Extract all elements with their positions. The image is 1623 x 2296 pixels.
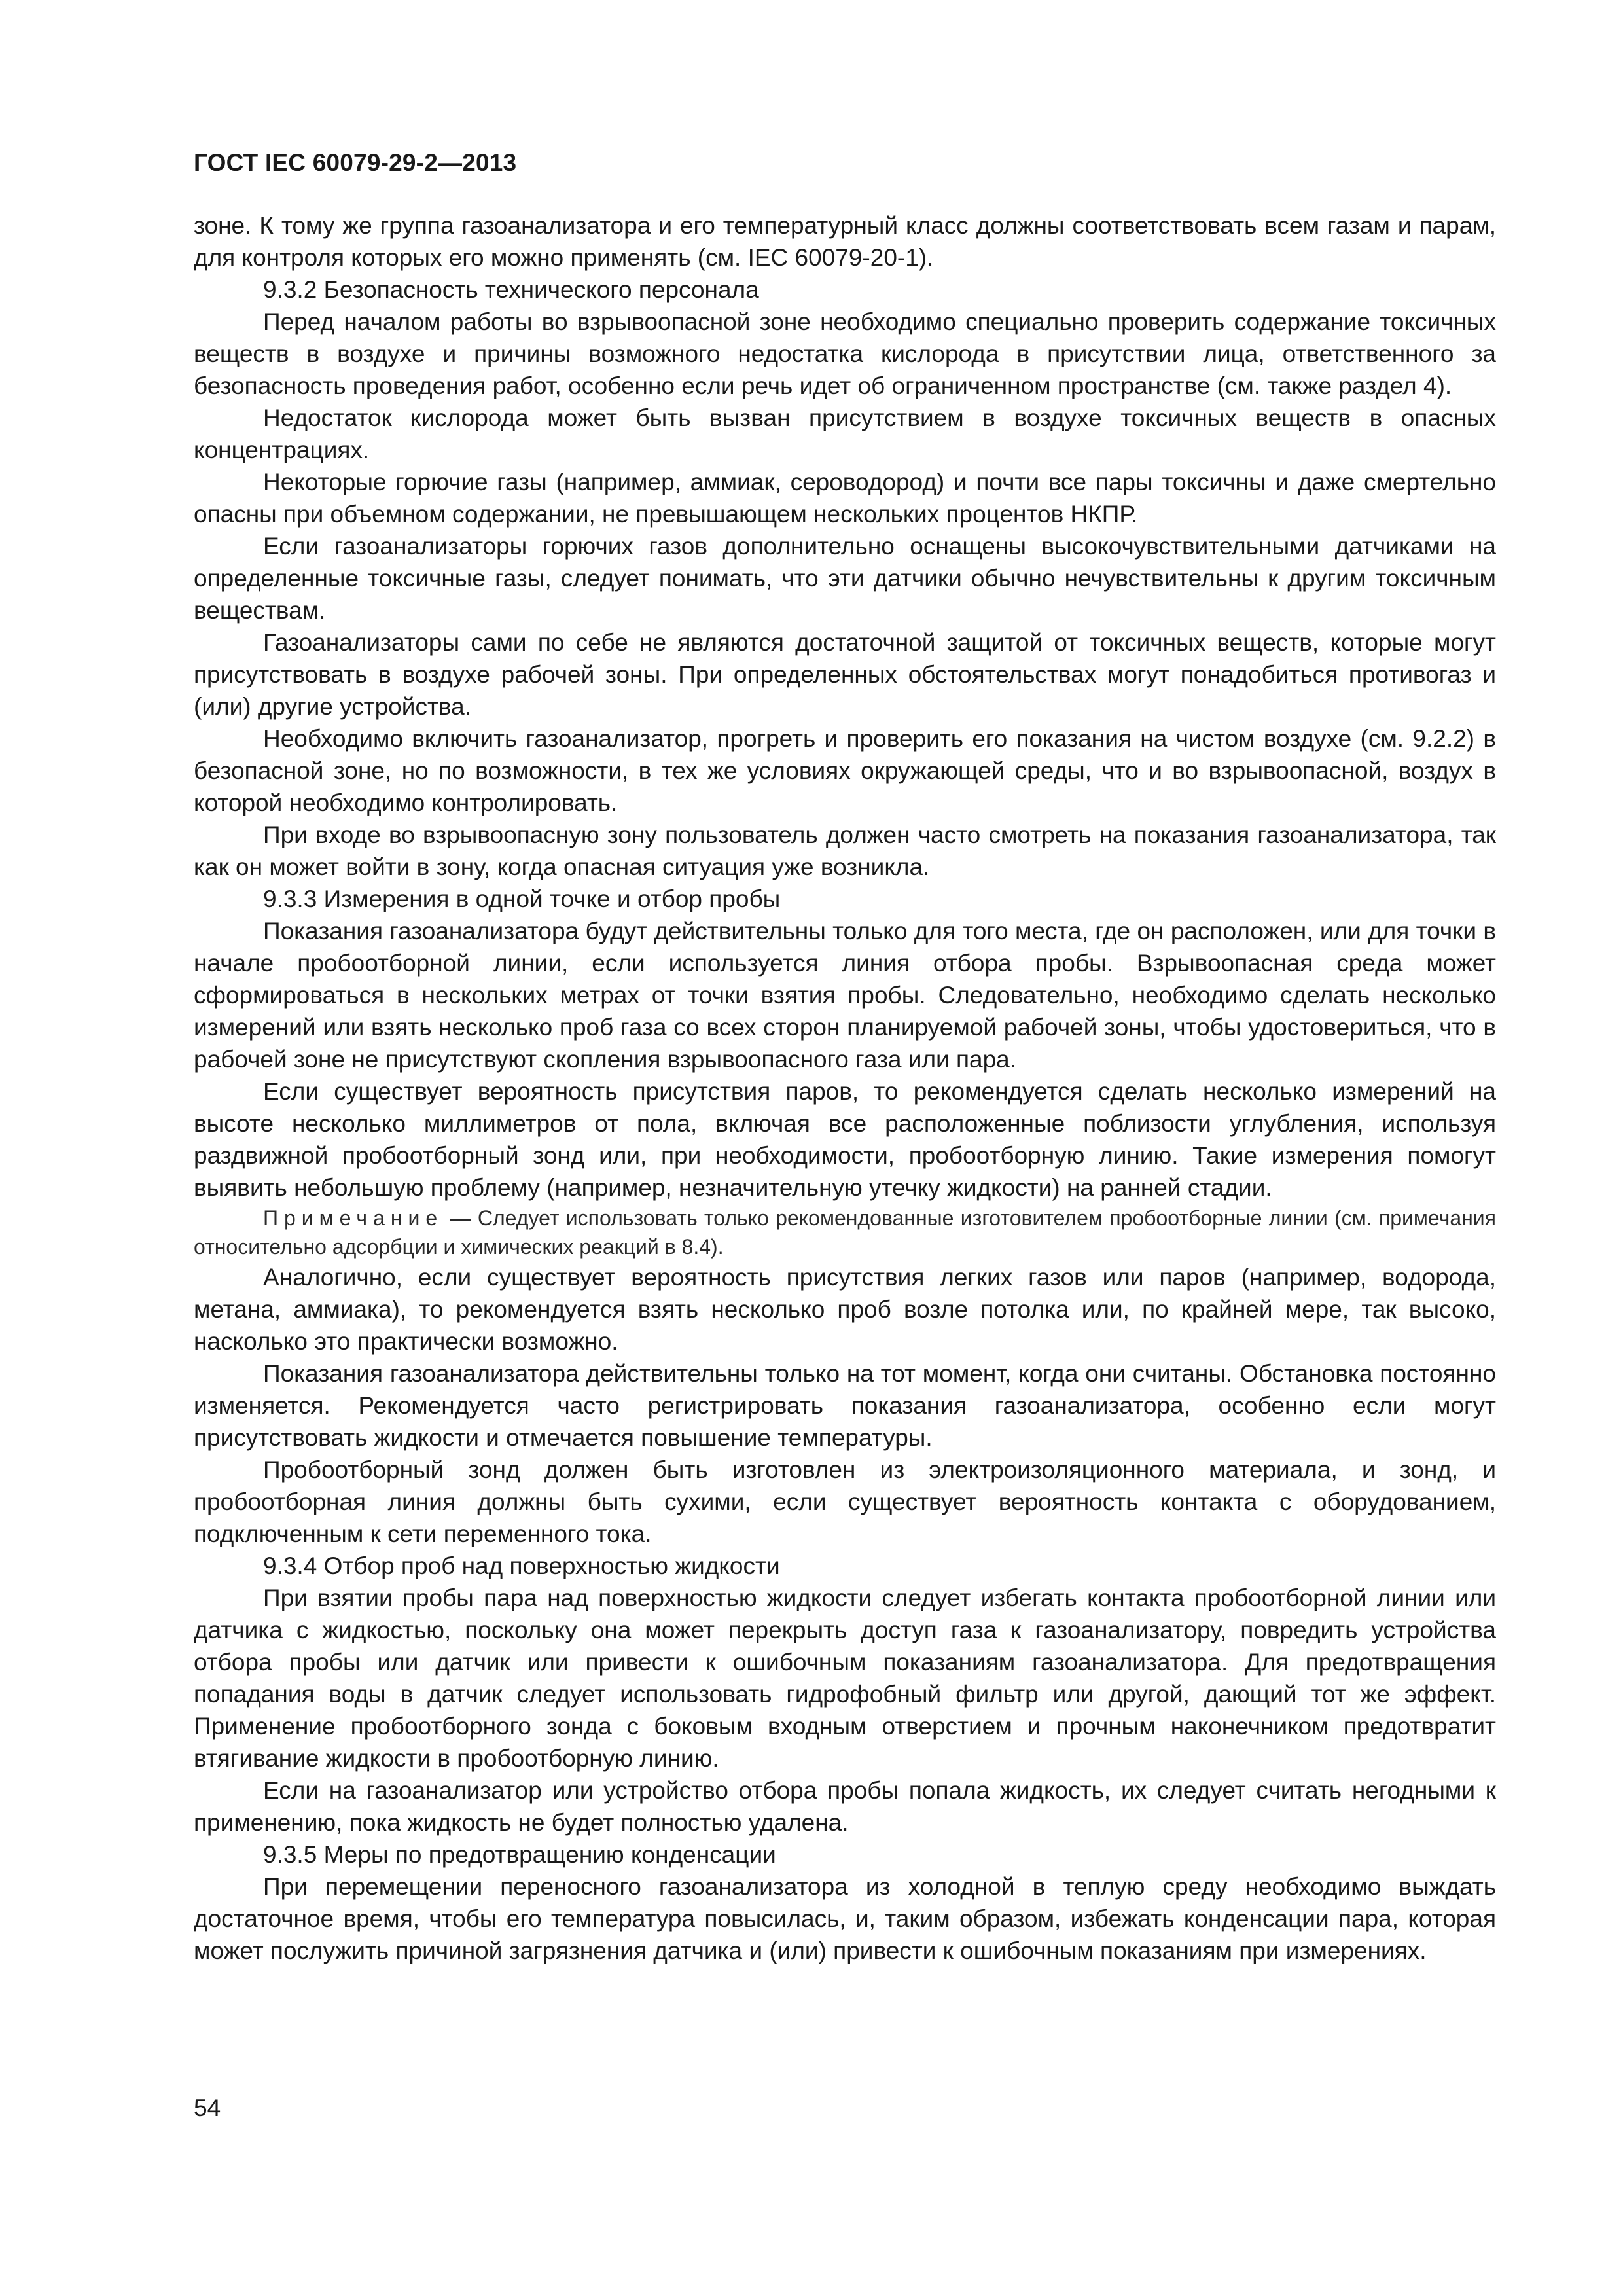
paragraph: Пробоотборный зонд должен быть изготовлен из электроизоляционного материала, и зонд, и пробоотборная линия должны быть сухими, если существует вероятность контакта с оборудованием, подключенным к сети переменного тока. bbox=[194, 1456, 1496, 1547]
standard-header: ГОСТ IEC 60079-29-2—2013 bbox=[194, 149, 517, 176]
paragraph: Если на газоанализатор или устройство отбора пробы попала жидкость, их следует считать негодными к применению, пока жидкость не будет полностью удалена. bbox=[194, 1777, 1496, 1836]
body-text bbox=[194, 209, 1496, 1967]
paragraph: Перед началом работы во взрывоопасной зоне необходимо специально проверить содержание токсичных веществ в воздухе и причины возможного недостатка кислорода в присутствии лица, ответственного за безопасность проведения работ, особенно если речь идет об ограниченном пространстве (см. также раздел 4). bbox=[194, 308, 1496, 399]
paragraph: Аналогично, если существует вероятность присутствия легких газов или паров (например, водорода, метана, аммиака), то рекомендуется взять несколько проб возле потолка или, по крайней мере, так высоко, насколько это практически возможно. bbox=[194, 1264, 1496, 1355]
note-label: Примечание bbox=[263, 1206, 444, 1230]
paragraph: Показания газоанализатора действительны только на тот момент, когда они считаны. Обстановка постоянно изменяется. Рекомендуется часто регистрировать показания газоанализатора, особенно если могут присутствовать жидкости и отмечается повышение температуры. bbox=[194, 1360, 1496, 1451]
note bbox=[194, 1204, 1496, 1261]
paragraph: Газоанализаторы сами по себе не являются достаточной защитой от токсичных веществ, которые могут присутствовать в воздухе рабочей зоны. При определенных обстоятельствах могут понадобиться противогаз и (или) другие устройства. bbox=[194, 629, 1496, 720]
section-heading-9-3-2: 9.3.2 Безопасность технического персонала bbox=[263, 276, 759, 303]
paragraph: При взятии пробы пара над поверхностью жидкости следует избегать контакта пробоотборной линии или датчика с жидкостью, поскольку она может перекрыть доступ газа к газоанализатору, повредить устройства отбора пробы или датчик или привести к ошибочным показаниям газоанализатора. Для предотвращения попадания воды в датчик следует использовать гидрофобный фильтр или другой, дающий тот же эффект. Применение пробоотборного зонда с боковым входным отверстием и прочным наконечником предотвратит втягивание жидкости в пробоотборную линию. bbox=[194, 1585, 1496, 1772]
note-text: — Следует использовать только рекомендованные изготовителем пробоотборные линии (см. примечания относительно адсорбции и химических реакций в 8.4). bbox=[194, 1206, 1496, 1259]
page-number: 54 bbox=[194, 2094, 221, 2121]
paragraph: зоне. К тому же группа газоанализатора и его температурный класс должны соответствовать всем газам и парам, для контроля которых его можно применять (см. IEC 60079-20-1). bbox=[194, 212, 1496, 271]
paragraph: Некоторые горючие газы (например, аммиак, сероводород) и почти все пары токсичны и даже смертельно опасны при объемном содержании, не превышающем нескольких процентов НКПР. bbox=[194, 469, 1496, 528]
paragraph: При перемещении переносного газоанализатора из холодной в теплую среду необходимо выждать достаточное время, чтобы его температура повысилась, и, таким образом, избежать конденсации пара, которая может послужить причиной загрязнения датчика и (или) привести к ошибочным показаниям при измерениях. bbox=[194, 1873, 1496, 1964]
section-heading-9-3-3: 9.3.3 Измерения в одной точке и отбор пробы bbox=[263, 886, 781, 912]
paragraph: Если газоанализаторы горючих газов дополнительно оснащены высокочувствительными датчиками на определенные токсичные газы, следует понимать, что эти датчики обычно нечувствительны к другим токсичным веществам. bbox=[194, 533, 1496, 624]
section-heading-9-3-5: 9.3.5 Меры по предотвращению конденсации bbox=[263, 1841, 776, 1868]
paragraph: Необходимо включить газоанализатор, прогреть и проверить его показания на чистом воздухе (см. 9.2.2) в безопасной зоне, но по возможности, в тех же условиях окружающей среды, что и во взрывоопасной, воздух в которой необходимо контролировать. bbox=[194, 725, 1496, 816]
paragraph: Показания газоанализатора будут действительны только для того места, где он расположен, или для точки в начале пробоотборной линии, если используется линия отбора пробы. Взрывоопасная среда может сформироваться в нескольких метрах от точки взятия пробы. Следовательно, необходимо сделать несколько измерений или взять несколько проб газа со всех сторон планируемой рабочей зоны, чтобы удостовериться, что в рабочей зоне не присутствуют скопления взрывоопасного газа или пара. bbox=[194, 918, 1496, 1073]
paragraph: Недостаток кислорода может быть вызван присутствием в воздухе токсичных веществ в опасных концентрациях. bbox=[194, 404, 1496, 463]
paragraph: Если существует вероятность присутствия паров, то рекомендуется сделать несколько измерений на высоте несколько миллиметров от пола, включая все расположенные поблизости углубления, используя раздвижной пробоотборный зонд или, при необходимости, пробоотборную линию. Такие измерения помогут выявить небольшую проблему (например, незначительную утечку жидкости) на ранней стадии. bbox=[194, 1078, 1496, 1201]
section-heading-9-3-4: 9.3.4 Отбор проб над поверхностью жидкости bbox=[263, 1552, 780, 1579]
paragraph: При входе во взрывоопасную зону пользователь должен часто смотреть на показания газоанализатора, так как он может войти в зону, когда опасная ситуация уже возникла. bbox=[194, 821, 1496, 880]
